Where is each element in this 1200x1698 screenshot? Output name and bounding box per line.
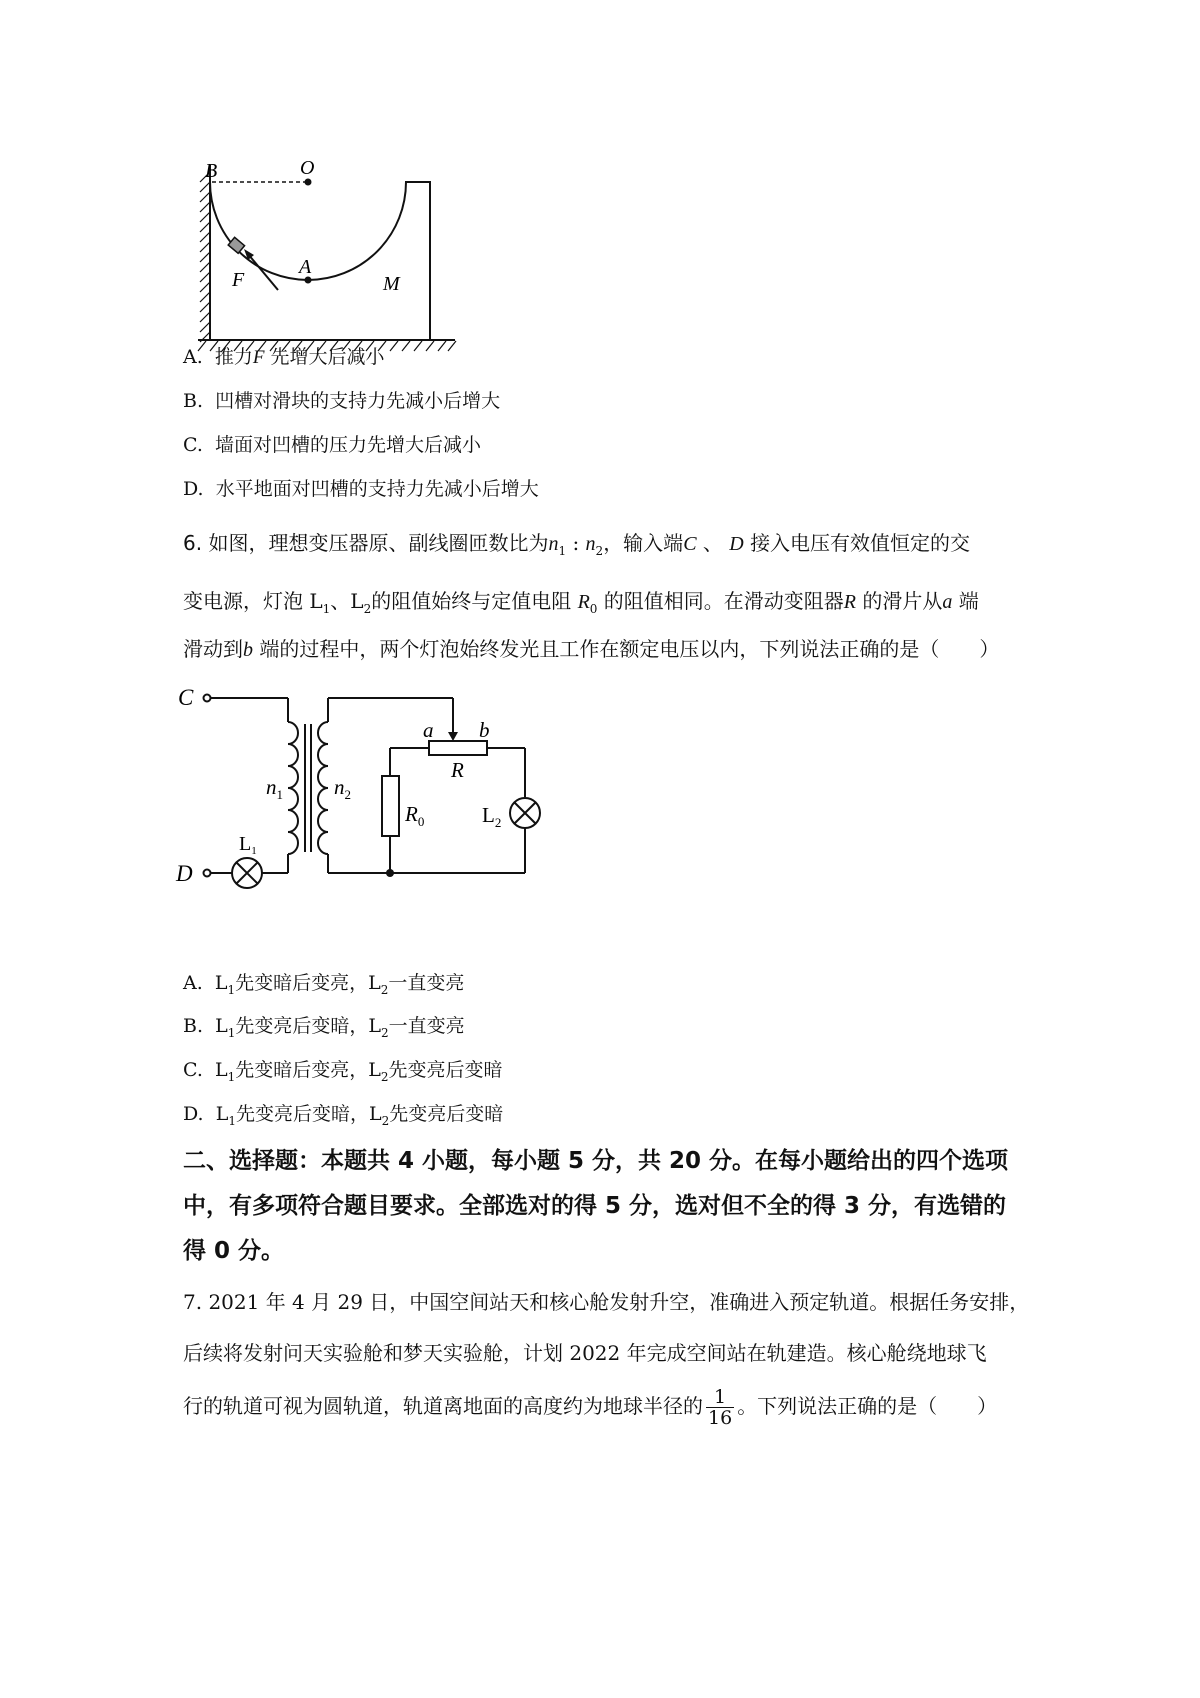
terminal-D-label: D [176,861,193,886]
section2-line2: 中，有多项符合题目要求。全部选对的得 5 分，选对但不全的得 3 分，有选错的 [183,1193,1007,1219]
n2-label: $n_2$ [334,775,351,802]
q6-option-d: D. $L_1$先变亮后变暗，$L_2$先变亮后变暗 [183,1103,504,1128]
q7-line2: 后续将发射问天实验舱和梦天实验舱，计划 2022 年完成空间站在轨建造。核心舱绕地球飞 [183,1341,987,1365]
groove-figure [190,160,510,360]
q5-option-a: A. 推力F 先增大后减小 [183,346,385,368]
q5-option-b: B. 凹槽对滑块的支持力先减小后增大 [183,390,501,412]
q5-option-c: C. 墙面对凹槽的压力先增大后减小 [183,434,482,456]
label-A: A [299,256,312,278]
q6-stem-line1: 6. 如图，理想变压器原、副线圈匝数比为$n_1$ : $n_2$，输入端C 、 D 接入电压有效值恒定的交 [183,531,971,558]
transformer-circuit [170,680,590,910]
terminal-C-label: C [178,685,194,710]
q7-line1: 7. 2021 年 4 月 29 日，中国空间站天和核心舱发射升空，准确进入预定轨道。根据任务安排， [183,1290,1030,1314]
q6-option-b: B. $L_1$先变亮后变暗，$L_2$一直变亮 [183,1015,465,1040]
q6-option-a: A. $L_1$先变暗后变亮，$L_2$一直变亮 [183,972,465,997]
section2-line1: 二、选择题：本题共 4 小题，每小题 5 分，共 20 分。在每小题给出的四个选项 [183,1148,1009,1174]
q6-stem-line2: 变电源，灯泡 $L_1$、$L_2$的阻值始终与定值电阻 $R_0$ 的阻值相同。在滑动变阻器R 的滑片从a 端 [183,589,979,616]
R-label: R [451,758,464,782]
label-F: F [232,269,245,291]
L1-label: $L_1$ [239,833,257,857]
label-O: O [300,160,315,179]
R0-label: $R_0$ [405,802,425,829]
q7-line3: 行的轨道可视为圆轨道，轨道离地面的高度约为地球半径的 $\frac{1}{16}$ 。下列说法正确的是（ ） [183,1386,998,1429]
a-label: a [423,718,434,742]
label-M: M [383,273,400,295]
q6-stem-line3: 滑动到b 端的过程中，两个灯泡始终发光且工作在额定电压以内，下列说法正确的是（ ） [183,637,1000,661]
q5-option-d: D. 水平地面对凹槽的支持力先减小后增大 [183,478,539,500]
label-B: B [205,160,218,182]
b-label: b [479,718,490,742]
L2-label: $L_2$ [482,803,502,830]
n1-label: $n_1$ [266,775,283,802]
section2-line3: 得 0 分。 [183,1238,285,1264]
q6-option-c: C. $L_1$先变暗后变亮，$L_2$先变亮后变暗 [183,1059,503,1084]
fraction-one-sixteenth: $\frac{1}{16}$ [708,1386,733,1429]
